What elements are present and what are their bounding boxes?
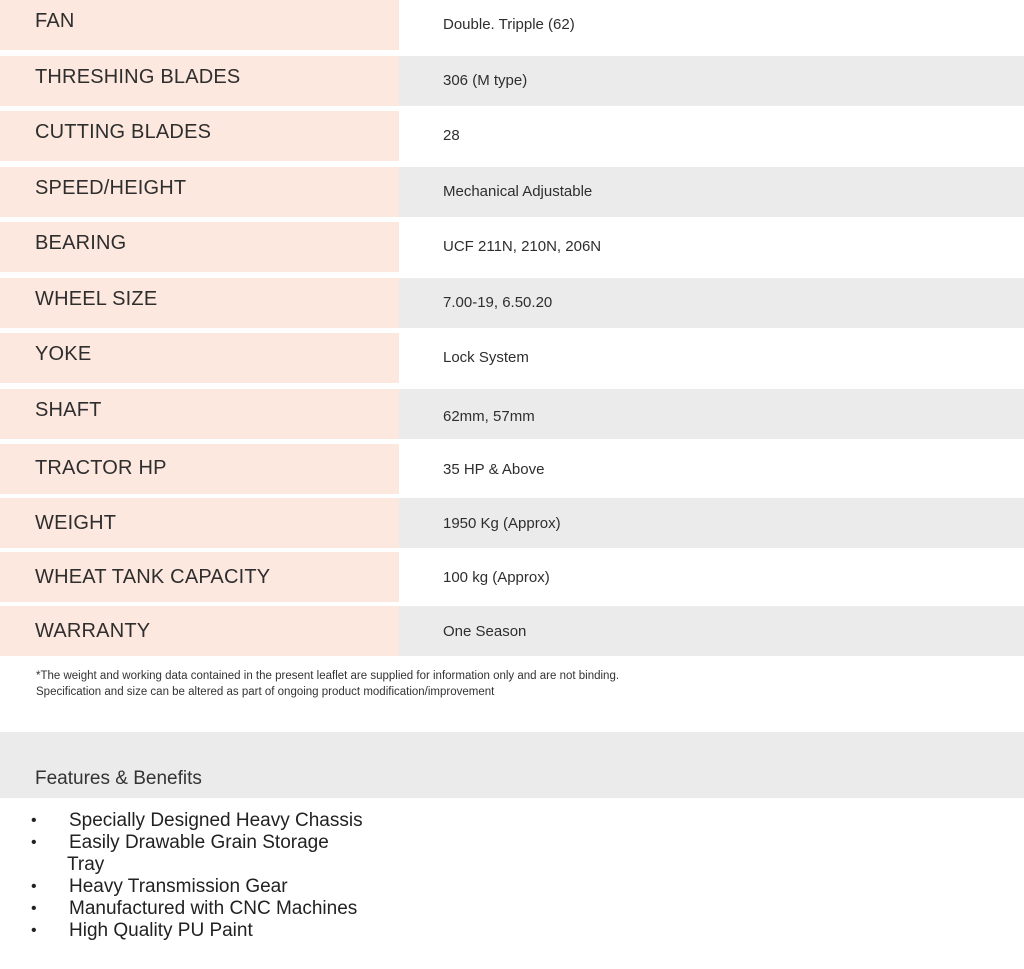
spec-value: One Season — [399, 606, 1024, 656]
spec-label: SHAFT — [0, 389, 399, 439]
spec-value: 7.00-19, 6.50.20 — [399, 278, 1024, 328]
spec-label: WEIGHT — [0, 498, 399, 548]
feature-text: Specially Designed Heavy Chassis — [69, 810, 363, 831]
spec-value: Lock System — [399, 333, 1024, 383]
features-title: Features & Benefits — [35, 768, 202, 789]
spec-label: WARRANTY — [0, 606, 399, 656]
spec-row-shaft — [0, 389, 1024, 439]
feature-text: Heavy Transmission Gear — [69, 876, 288, 897]
spec-label: BEARING — [0, 222, 399, 272]
spec-value: UCF 211N, 210N, 206N — [399, 222, 1024, 272]
spec-label: SPEED/HEIGHT — [0, 167, 399, 217]
feature-text-continued: Tray — [67, 854, 105, 875]
bullet-icon: • — [31, 922, 37, 939]
feature-text: High Quality PU Paint — [69, 920, 253, 941]
features-list — [0, 810, 500, 942]
spec-value: 306 (M type) — [399, 56, 1024, 106]
spec-label: TRACTOR HP — [0, 444, 399, 494]
feature-text: Manufactured with CNC Machines — [69, 898, 358, 919]
spec-label: WHEEL SIZE — [0, 278, 399, 328]
spec-value: 62mm, 57mm — [399, 389, 1024, 439]
spec-label: THRESHING BLADES — [0, 56, 399, 106]
spec-label: FAN — [0, 0, 399, 50]
list-item — [0, 810, 500, 832]
spec-label: CUTTING BLADES — [0, 111, 399, 161]
spec-value: Double. Tripple (62) — [399, 0, 1024, 50]
disclaimer-line: *The weight and working data contained in the present leaflet are supplied for information only and are not binding. — [36, 670, 620, 682]
spec-value: 100 kg (Approx) — [399, 552, 1024, 602]
list-item — [0, 920, 500, 942]
feature-text: Easily Drawable Grain Storage — [69, 832, 329, 853]
list-item — [0, 876, 500, 898]
spec-row-yoke — [0, 333, 1024, 383]
disclaimer-line: Specification and size can be altered as part of ongoing product modification/improvement — [36, 686, 495, 698]
spec-row-cutting-blades — [0, 111, 1024, 161]
spec-row-threshing-blades — [0, 56, 1024, 106]
spec-row-warranty — [0, 606, 1024, 656]
spec-row-speed-height — [0, 167, 1024, 217]
bullet-icon: • — [31, 900, 37, 917]
spec-row-tractor-hp — [0, 444, 1024, 494]
features-header-bar — [0, 732, 1024, 798]
spec-value: Mechanical Adjustable — [399, 167, 1024, 217]
spec-label: YOKE — [0, 333, 399, 383]
spec-value: 35 HP & Above — [399, 444, 1024, 494]
spec-row-fan — [0, 0, 1024, 50]
list-item — [0, 898, 500, 920]
disclaimer-note — [36, 668, 836, 700]
bullet-icon: • — [31, 878, 37, 895]
list-item — [0, 832, 500, 876]
spec-value: 1950 Kg (Approx) — [399, 498, 1024, 548]
spec-row-bearing — [0, 222, 1024, 272]
spec-row-weight — [0, 498, 1024, 548]
spec-row-wheel-size — [0, 278, 1024, 328]
spec-value: 28 — [399, 111, 1024, 161]
spec-label: WHEAT TANK CAPACITY — [0, 552, 399, 602]
spec-row-wheat-tank-capacity — [0, 552, 1024, 602]
bullet-icon: • — [31, 812, 37, 829]
bullet-icon: • — [31, 834, 37, 851]
